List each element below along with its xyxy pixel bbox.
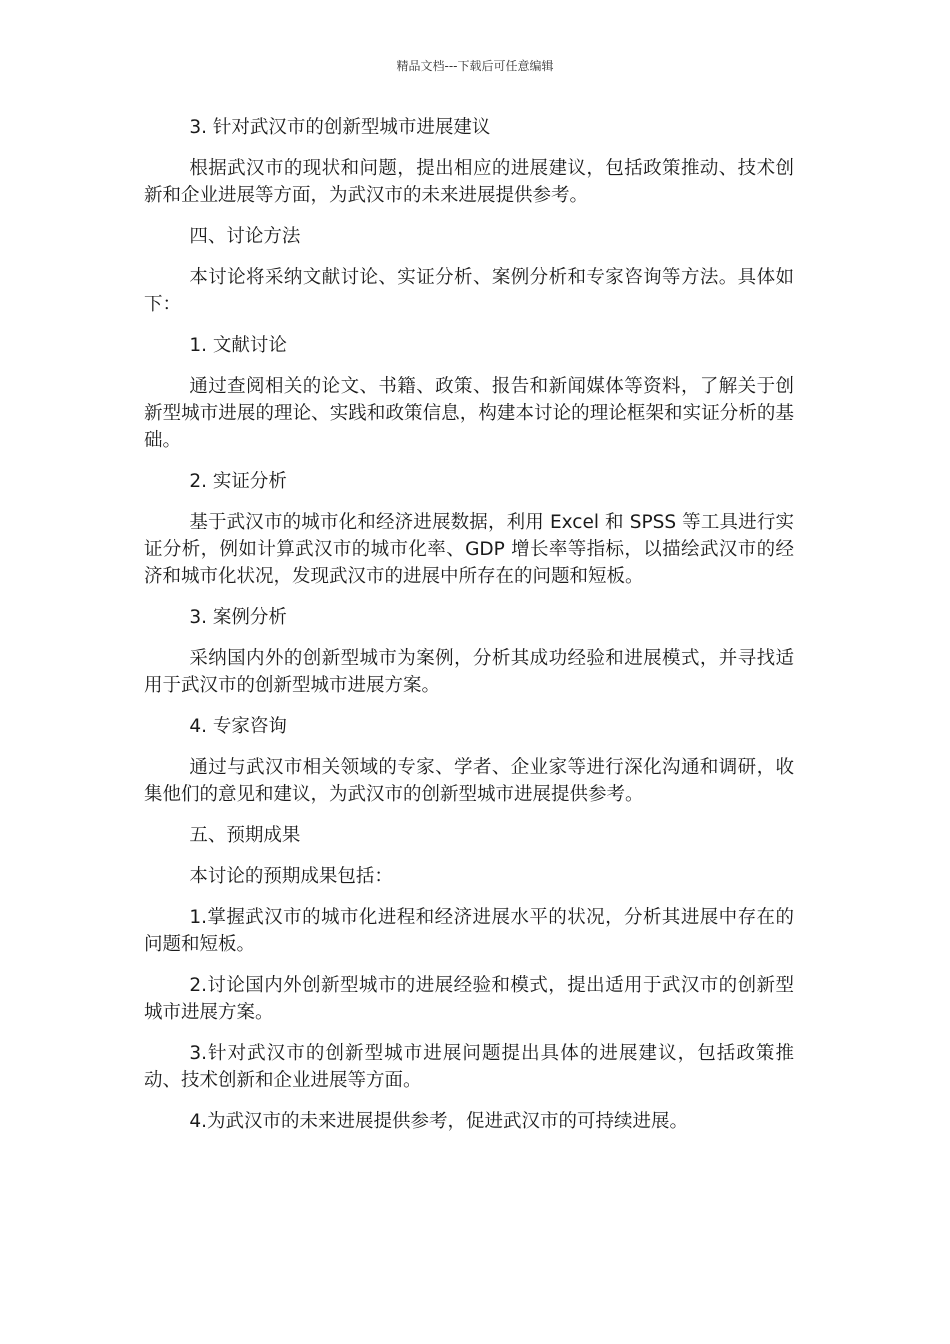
- list-item-result-2: 2.讨论国内外创新型城市的进展经验和模式，提出适用于武汉市的创新型城市进展方案。: [144, 975, 794, 1023]
- subheading-3-recommendations: 3. 针对武汉市的创新型城市进展建议: [189, 117, 491, 138]
- document-body: [144, 114, 794, 1149]
- section-heading-methods: 四、讨论方法: [189, 226, 301, 247]
- list-item-result-4: 4.为武汉市的未来进展提供参考，促进武汉市的可持续进展。: [189, 1111, 688, 1132]
- paragraph-case-study: 采纳国内外的创新型城市为案例，分析其成功经验和进展模式，并寻找适用于武汉市的创新型城市进展方案。: [144, 648, 794, 696]
- subheading-case-study: 3. 案例分析: [189, 607, 287, 628]
- paragraph-expert-consultation: 通过与武汉市相关领域的专家、学者、企业家等进行深化沟通和调研，收集他们的意见和建议，为武汉市的创新型城市进展提供参考。: [144, 757, 794, 805]
- page-header: 精品文档---下载后可任意编辑: [396, 59, 554, 73]
- subheading-literature: 1. 文献讨论: [189, 335, 287, 356]
- list-item-result-3: 3.针对武汉市的创新型城市进展问题提出具体的进展建议，包括政策推动、技术创新和企业进展等方面。: [144, 1043, 794, 1091]
- paragraph-recommendations: 根据武汉市的现状和问题，提出相应的进展建议，包括政策推动、技术创新和企业进展等方面，为武汉市的未来进展提供参考。: [144, 158, 794, 206]
- subheading-empirical: 2. 实证分析: [189, 471, 287, 492]
- paragraph-expected-intro: 本讨论的预期成果包括：: [189, 866, 393, 887]
- paragraph-empirical: 基于武汉市的城市化和经济进展数据，利用 Excel 和 SPSS 等工具进行实证分析，例如计算武汉市的城市化率、GDP 增长率等指标，以描绘武汉市的经济和城市化状况，发现武汉市的进展中所存在的问题和短板。: [144, 512, 794, 587]
- list-item-result-1: 1.掌握武汉市的城市化进程和经济进展水平的状况，分析其进展中存在的问题和短板。: [144, 907, 794, 955]
- paragraph-literature: 通过查阅相关的论文、书籍、政策、报告和新闻媒体等资料，了解关于创新型城市进展的理论、实践和政策信息，构建本讨论的理论框架和实证分析的基础。: [144, 376, 794, 451]
- subheading-expert-consultation: 4. 专家咨询: [189, 716, 287, 737]
- section-heading-expected-results: 五、预期成果: [189, 825, 301, 846]
- paragraph-methods-intro: 本讨论将采纳文献讨论、实证分析、案例分析和专家咨询等方法。具体如下：: [144, 267, 794, 315]
